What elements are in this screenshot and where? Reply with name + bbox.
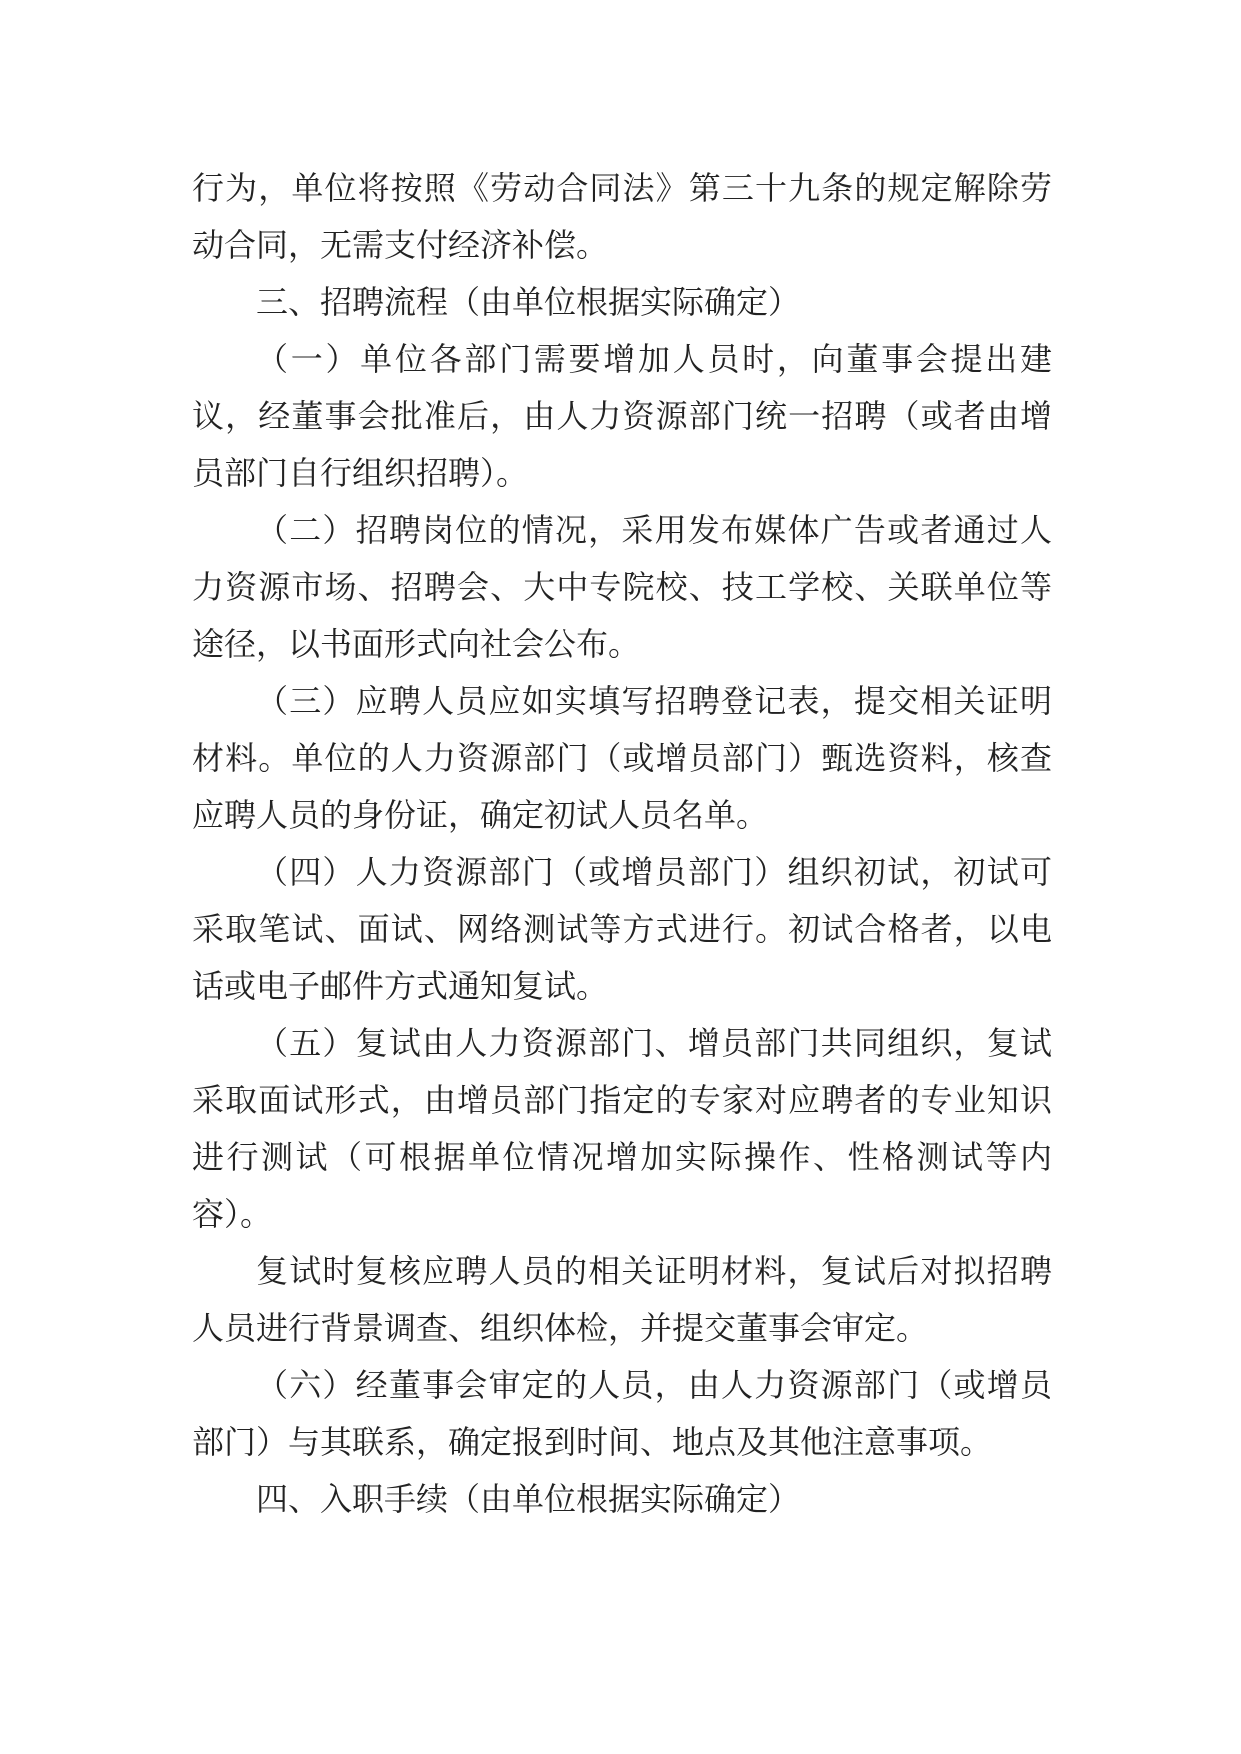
paragraph-step-6: （六）经董事会审定的人员，由人力资源部门（或增员部门）与其联系，确定报到时间、地点及其他注意事项。 — [192, 1366, 1052, 1461]
paragraph-step-4: （四）人力资源部门（或增员部门）组织初试，初试可采取笔试、面试、网络测试等方式进行。初试合格者，以电话或电子邮件方式通知复试。 — [192, 853, 1052, 1005]
paragraph-step-2: （二）招聘岗位的情况，采用发布媒体广告或者通过人力资源市场、招聘会、大中专院校、技工学校、关联单位等途径，以书面形式向社会公布。 — [192, 511, 1052, 663]
section-heading-recruitment-process: 三、招聘流程（由单位根据实际确定） — [256, 283, 801, 321]
paragraph-continuation: 行为，单位将按照《劳动合同法》第三十九条的规定解除劳动合同，无需支付经济补偿。 — [192, 169, 1052, 264]
section-heading-onboarding: 四、入职手续（由单位根据实际确定） — [256, 1480, 801, 1518]
document-body — [192, 160, 1052, 1528]
paragraph-step-1: （一）单位各部门需要增加人员时，向董事会提出建议，经董事会批准后，由人力资源部门统一招聘（或者由增员部门自行组织招聘）。 — [192, 340, 1052, 492]
paragraph-step-3: （三）应聘人员应如实填写招聘登记表，提交相关证明材料。单位的人力资源部门（或增员部门）甄选资料，核查应聘人员的身份证，确定初试人员名单。 — [192, 682, 1052, 834]
paragraph-step-5: （五）复试由人力资源部门、增员部门共同组织，复试采取面试形式，由增员部门指定的专家对应聘者的专业知识进行测试（可根据单位情况增加实际操作、性格测试等内容）。 — [192, 1024, 1052, 1233]
paragraph-step-5-continued: 复试时复核应聘人员的相关证明材料，复试后对拟招聘人员进行背景调查、组织体检，并提交董事会审定。 — [192, 1252, 1052, 1347]
